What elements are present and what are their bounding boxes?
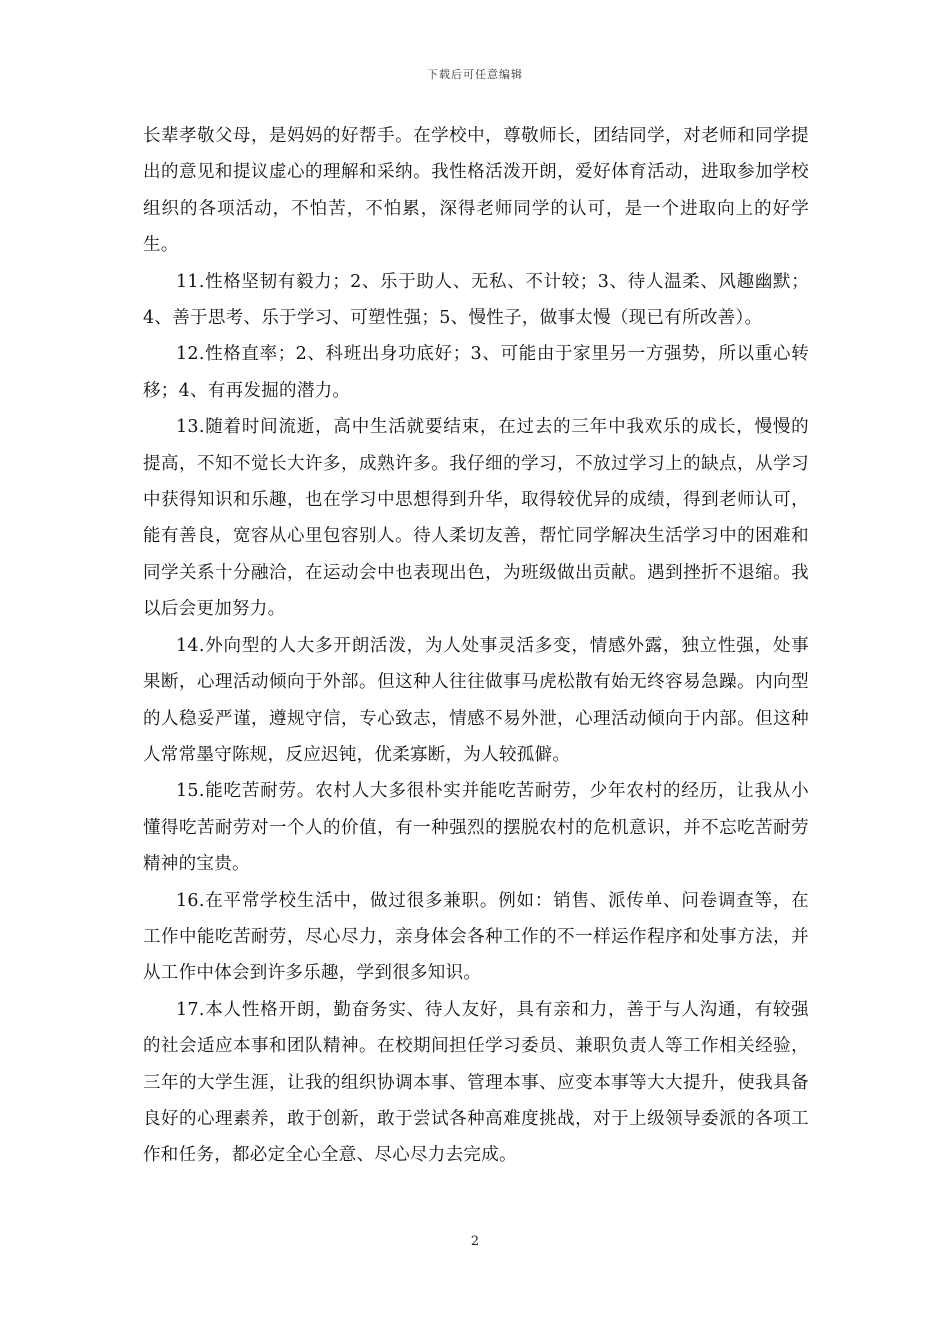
paragraph-item-14: 14.外向型的人大多开朗活泼，为人处事灵活多变，情感外露，独立性强，处事果断，心理活动倾向于外部。但这种人往往做事马虎松散有始无终容易急躁。内向型的人稳妥严谨，遵规守信，专心致志，情感不易外泄，心理活动倾向于内部。但这种人常常墨守陈规，反应迟钝，优柔寡断，为人较孤僻。 bbox=[143, 635, 809, 765]
paragraph-item-17: 17.本人性格开朗，勤奋务实、待人友好，具有亲和力，善于与人沟通，有较强的社会适应本事和团队精神。在校期间担任学习委员、兼职负责人等工作相关经验，三年的大学生涯，让我的组织协调本事、管理本事、应变本事等大大提升，使我具备良好的心理素养，敢于创新，敢于尝试各种高难度挑战，对于上级领导委派的各项工作和任务，都必定全心全意、尽心尽力去完成。 bbox=[143, 999, 809, 1166]
paragraph-item-12: 12.性格直率；2、科班出身功底好；3、可能由于家里另一方强势，所以重心转移；4、有再发掘的潜力。 bbox=[143, 344, 809, 401]
paragraph-item-15: 15.能吃苦耐劳。农村人大多很朴实并能吃苦耐劳，少年农村的经历，让我从小懂得吃苦耐劳对一个人的价值，有一种强烈的摆脱农村的危机意识，并不忘吃苦耐劳精神的宝贵。 bbox=[143, 781, 809, 875]
page-number: 2 bbox=[470, 1234, 480, 1249]
paragraph-item-11: 11.性格坚韧有毅力；2、乐于助人、无私、不计较；3、待人温柔、风趣幽默；4、善于思考、乐于学习、可塑性强；5、慢性子，做事太慢（现已有所改善）。 bbox=[143, 271, 809, 329]
paragraph-item-16: 16.在平常学校生活中，做过很多兼职。例如：销售、派传单、问卷调查等，在工作中能吃苦耐劳，尽心尽力，亲身体会各种工作的不一样运作程序和处事方法，并从工作中体会到许多乐趣，学到很多知识。 bbox=[143, 890, 809, 984]
paragraph-continuation: 长辈孝敬父母，是妈妈的好帮手。在学校中，尊敬师长，团结同学，对老师和同学提出的意见和提议虚心的理解和采纳。我性格活泼开朗，爱好体育活动，进取参加学校组织的各项活动，不怕苦，不怕累，深得老师同学的认可，是一个进取向上的好学生。 bbox=[143, 126, 809, 256]
document-body bbox=[143, 118, 809, 1174]
paragraph-item-13: 13.随着时间流逝，高中生活就要结束，在过去的三年中我欢乐的成长，慢慢的提高，不知不觉长大许多，成熟许多。我仔细的学习，不放过学习上的缺点，从学习中获得知识和乐趣，也在学习中思想得到升华，取得较优异的成绩，得到老师认可，能有善良，宽容从心里包容别人。待人柔切友善，帮忙同学解决生活学习中的困难和同学关系十分融洽，在运动会中也表现出色，为班级做出贡献。遇到挫折不退缩。我以后会更加努力。 bbox=[143, 417, 809, 620]
page-header: 下载后可任意编辑 bbox=[427, 68, 523, 81]
